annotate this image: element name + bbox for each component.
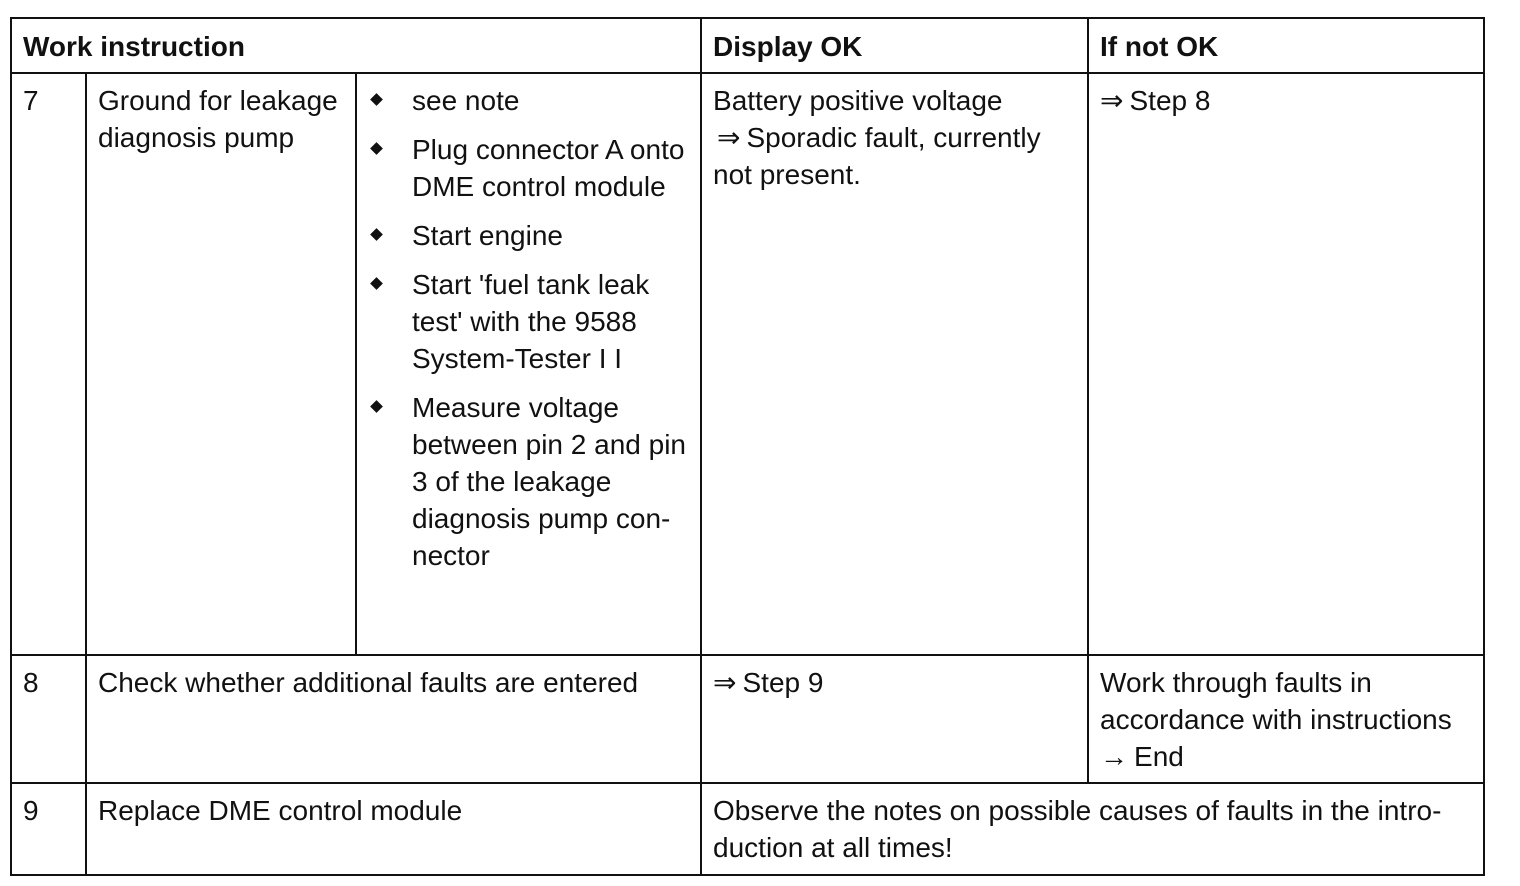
if-not-ok-cell bbox=[1088, 73, 1484, 655]
double-arrow-icon: ⇒ bbox=[1100, 85, 1124, 116]
display-ok-cell bbox=[701, 73, 1088, 655]
if-not-ok-text: Step 8 bbox=[1129, 85, 1211, 116]
header-row bbox=[11, 18, 1484, 73]
list-item bbox=[368, 131, 690, 205]
diamond-bullet-icon bbox=[370, 400, 383, 413]
list-item-text: Measure voltage between pin 2 and pin 3 of the leakage diagnosis pump con-nector bbox=[412, 392, 686, 571]
instruction-list bbox=[368, 82, 690, 574]
table-row-step-9 bbox=[11, 783, 1484, 875]
instruction-list-cell bbox=[356, 73, 701, 655]
header-display-ok: Display OK bbox=[701, 18, 1088, 73]
if-not-ok-text: Work through faults in accordance with instructions bbox=[1100, 667, 1452, 735]
step-number: 7 bbox=[11, 73, 86, 655]
double-arrow-icon: ⇒ bbox=[713, 667, 737, 698]
list-item bbox=[368, 217, 690, 254]
component-label: Ground for leakage diagnosis pump bbox=[86, 73, 356, 655]
table-row-step-8 bbox=[11, 655, 1484, 783]
header-work-instruction: Work instruction bbox=[11, 18, 701, 73]
list-item-text: Start 'fuel tank leak test' with the 9588 System-Tester I I bbox=[412, 269, 650, 374]
diamond-bullet-icon bbox=[370, 228, 383, 241]
list-item bbox=[368, 266, 690, 377]
list-item-text: see note bbox=[412, 85, 520, 116]
display-ok-value: Battery positive voltage bbox=[713, 85, 1003, 116]
diamond-bullet-icon bbox=[370, 277, 383, 290]
diamond-bullet-icon bbox=[370, 93, 383, 106]
list-item-text: Start engine bbox=[412, 220, 563, 251]
step-number: 8 bbox=[11, 655, 86, 783]
note-text: Observe the notes on possible causes of faults in the intro-duction at all times! bbox=[701, 783, 1484, 875]
right-arrow-icon: → bbox=[1100, 741, 1129, 772]
instruction-text: Replace DME control module bbox=[86, 783, 701, 875]
step-number: 9 bbox=[11, 783, 86, 875]
display-ok-text: Step 9 bbox=[742, 667, 824, 698]
if-not-ok-end: End bbox=[1134, 741, 1184, 772]
diamond-bullet-icon bbox=[370, 142, 383, 155]
display-ok-result-text: Sporadic fault, currently not present. bbox=[713, 122, 1041, 190]
header-if-not-ok: If not OK bbox=[1088, 18, 1484, 73]
work-instruction-table bbox=[10, 17, 1485, 876]
list-item bbox=[368, 389, 690, 574]
list-item-text: Plug connector A onto DME control module bbox=[412, 134, 685, 202]
instruction-text: Check whether additional faults are entered bbox=[86, 655, 701, 783]
if-not-ok-cell bbox=[1088, 655, 1484, 783]
list-item bbox=[368, 82, 690, 119]
table-row-step-7 bbox=[11, 73, 1484, 655]
display-ok-cell bbox=[701, 655, 1088, 783]
double-arrow-icon: ⇒ bbox=[717, 122, 741, 153]
display-ok-result bbox=[713, 119, 1077, 193]
